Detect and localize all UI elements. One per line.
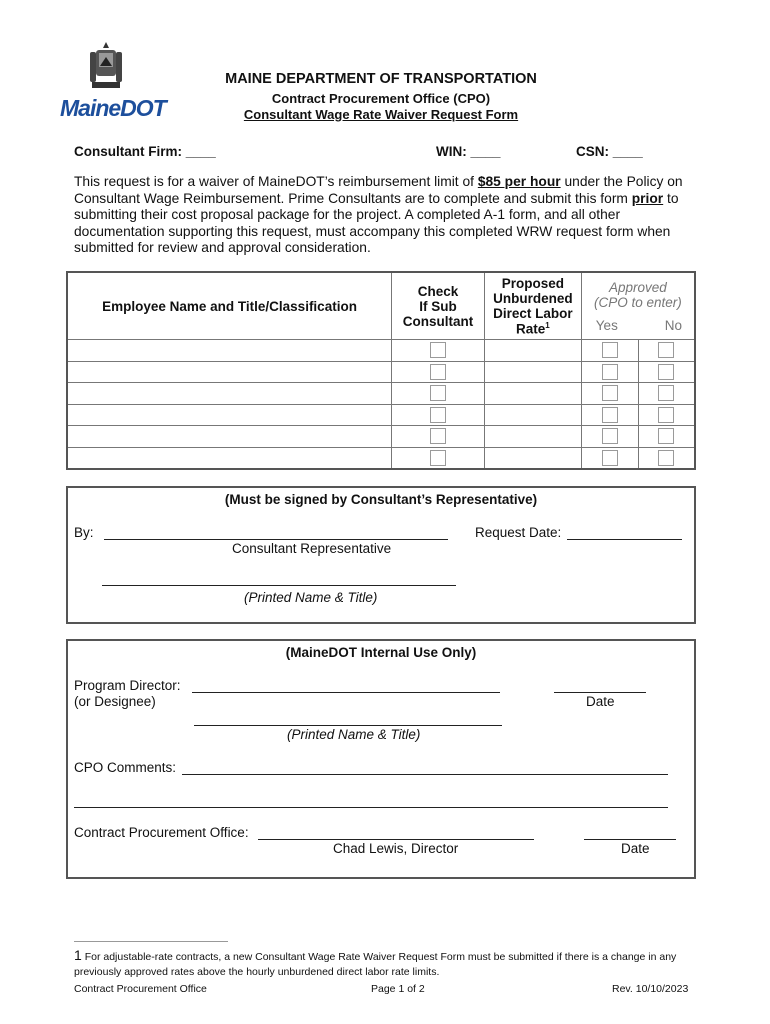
request-date-label: Request Date: xyxy=(475,525,562,540)
checkbox[interactable] xyxy=(658,364,674,380)
col-yes: Yes xyxy=(595,317,618,333)
sub-consultant-cell xyxy=(392,340,485,362)
sub-consultant-cell xyxy=(392,426,485,448)
checkbox[interactable] xyxy=(658,450,674,466)
csn-field[interactable]: CSN: ____ xyxy=(576,144,643,159)
rate-cell[interactable] xyxy=(484,447,581,469)
employee-name-cell[interactable] xyxy=(67,340,392,362)
approved-no-cell xyxy=(638,361,695,383)
designee-label: (or Designee) xyxy=(74,694,156,709)
approved-yes-cell xyxy=(581,340,638,362)
checkbox[interactable] xyxy=(430,450,446,466)
department-title: MAINE DEPARTMENT OF TRANSPORTATION xyxy=(225,71,537,87)
footer-revision: Rev. 10/10/2023 xyxy=(612,983,689,995)
approved-no-cell xyxy=(638,404,695,426)
table-row xyxy=(67,447,695,469)
cpo-comments-line-1[interactable] xyxy=(182,774,668,775)
approved-no-cell xyxy=(638,383,695,405)
approved-no-cell xyxy=(638,426,695,448)
cpo-comments-label: CPO Comments: xyxy=(74,760,177,775)
col-no: No xyxy=(664,317,682,333)
representative-caption: Consultant Representative xyxy=(232,541,392,556)
checkbox[interactable] xyxy=(430,407,446,423)
request-date-line[interactable] xyxy=(567,539,682,540)
approved-no-cell xyxy=(638,340,695,362)
checkbox[interactable] xyxy=(430,364,446,380)
checkbox[interactable] xyxy=(658,428,674,444)
employee-name-cell[interactable] xyxy=(67,361,392,383)
employee-name-cell[interactable] xyxy=(67,447,392,469)
table-header-row xyxy=(67,272,695,340)
program-director-line[interactable] xyxy=(192,692,500,693)
table-row xyxy=(67,361,695,383)
employee-name-cell[interactable] xyxy=(67,426,392,448)
approved-yes-cell xyxy=(581,404,638,426)
internal-heading: (MaineDOT Internal Use Only) xyxy=(285,645,477,660)
cpo-office-label: Contract Procurement Office: xyxy=(74,825,249,840)
sub-consultant-cell xyxy=(392,361,485,383)
win-field[interactable]: WIN: ____ xyxy=(436,144,501,159)
col-proposed-rate: Proposed Unburdened Direct Labor Rate$^1$ xyxy=(484,272,581,340)
col-approved: Approved (CPO to enter) Yes No xyxy=(581,272,695,340)
approved-yes-cell xyxy=(581,361,638,383)
checkbox[interactable] xyxy=(602,385,618,401)
cpo-date-caption: Date xyxy=(621,841,650,856)
brand-wordmark: MaineDOT xyxy=(60,95,166,121)
approved-yes-cell xyxy=(581,383,638,405)
footer-page-number: Page 1 of 2 xyxy=(371,983,425,995)
internal-printed-caption: (Printed Name & Title) xyxy=(287,727,421,742)
by-label: By: xyxy=(74,525,94,540)
mainedot-logo xyxy=(60,40,164,120)
internal-use-box xyxy=(66,639,696,879)
checkbox[interactable] xyxy=(430,428,446,444)
checkbox[interactable] xyxy=(602,342,618,358)
cpo-date-line[interactable] xyxy=(584,839,676,840)
employee-name-cell[interactable] xyxy=(67,404,392,426)
rate-cell[interactable] xyxy=(484,361,581,383)
checkbox[interactable] xyxy=(658,385,674,401)
checkbox[interactable] xyxy=(602,428,618,444)
footer-office: Contract Procurement Office xyxy=(74,983,207,995)
table-row xyxy=(67,404,695,426)
checkbox[interactable] xyxy=(602,407,618,423)
table-row xyxy=(67,426,695,448)
col-check-sub: Check If Sub Consultant xyxy=(392,272,485,340)
checkbox[interactable] xyxy=(658,342,674,358)
footnote: 1 For adjustable-rate contracts, a new Consultant Wage Rate Waiver Request Form must be submitted if there is a change in any previously approved rates above the hourly unburdened direct labor rate limits. xyxy=(74,947,677,978)
table-row xyxy=(67,383,695,405)
checkbox[interactable] xyxy=(602,364,618,380)
printed-name-line[interactable] xyxy=(102,585,456,586)
sub-consultant-cell xyxy=(392,404,485,426)
checkbox[interactable] xyxy=(658,407,674,423)
intro-paragraph: This request is for a waiver of MaineDOT’s reimbursement limit of $85 per hour under the Policy on Consultant Wage Reimbursement. Prime Consultants are to complete and submit this form prior to submitting their cost proposal package for the project. A completed A-1 form, and all other documentation supporting this request, must accompany this completed WRW request form when submitted for review and approval consideration. xyxy=(74,174,683,256)
internal-printed-line[interactable] xyxy=(194,725,502,726)
cpo-office-line[interactable] xyxy=(258,839,534,840)
checkbox[interactable] xyxy=(430,342,446,358)
consultant-firm-field[interactable]: Consultant Firm: ____ xyxy=(74,144,216,159)
footnote-rule xyxy=(74,941,228,942)
checkbox[interactable] xyxy=(430,385,446,401)
rate-cell[interactable] xyxy=(484,340,581,362)
sub-consultant-cell xyxy=(392,383,485,405)
signature-heading: (Must be signed by Consultant’s Representative) xyxy=(224,492,538,507)
sub-consultant-cell xyxy=(392,447,485,469)
program-director-label: Program Director: xyxy=(74,678,181,693)
col-employee-name: Employee Name and Title/Classification xyxy=(67,272,392,340)
approved-no-cell xyxy=(638,447,695,469)
consultant-signature-box xyxy=(66,486,696,624)
checkbox[interactable] xyxy=(602,450,618,466)
maine-state-seal-icon xyxy=(86,40,126,92)
prior-emphasis: prior xyxy=(631,190,664,206)
date-caption: Date xyxy=(586,694,615,709)
employee-name-cell[interactable] xyxy=(67,383,392,405)
printed-name-caption: (Printed Name & Title) xyxy=(244,590,378,605)
table-row xyxy=(67,340,695,362)
signature-line[interactable] xyxy=(104,539,448,540)
rate-cell[interactable] xyxy=(484,404,581,426)
rate-cell[interactable] xyxy=(484,383,581,405)
form-title: Consultant Wage Rate Waiver Request Form xyxy=(243,107,519,122)
cpo-comments-line-2[interactable] xyxy=(74,807,668,808)
approved-yes-cell xyxy=(581,447,638,469)
director-name: Chad Lewis, Director xyxy=(333,841,459,856)
rate-cell[interactable] xyxy=(484,426,581,448)
rate-limit: $85 per hour xyxy=(477,174,561,189)
director-date-line[interactable] xyxy=(554,692,646,693)
employee-table xyxy=(66,271,696,470)
approved-yes-cell xyxy=(581,426,638,448)
office-title: Contract Procurement Office (CPO) xyxy=(271,91,491,106)
